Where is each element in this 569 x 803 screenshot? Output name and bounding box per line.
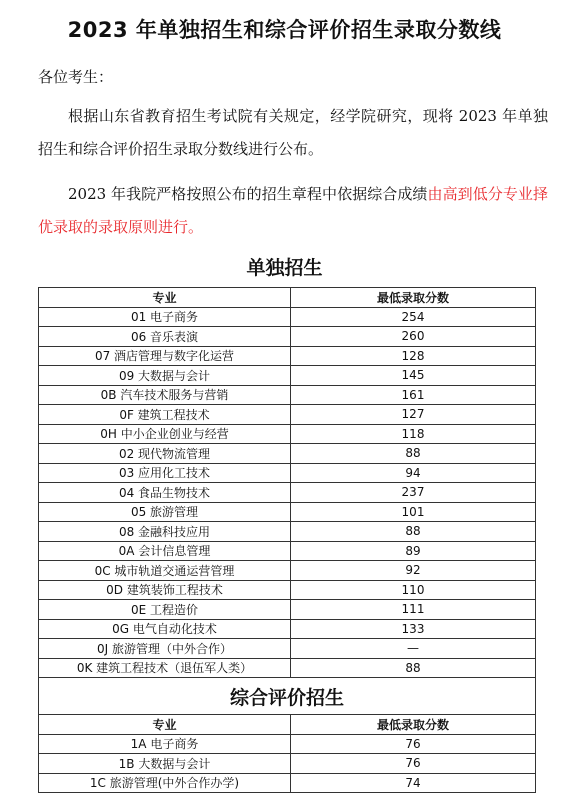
major-cell: 06 音乐表演	[39, 327, 291, 347]
score-table	[38, 287, 536, 793]
header-major: 专业	[39, 715, 291, 735]
header-min-score: 最低录取分数	[291, 715, 536, 735]
single-admission-title: 单独招生	[246, 257, 323, 279]
table-row	[39, 541, 536, 561]
table-row	[39, 773, 536, 793]
score-cell: 88	[291, 522, 536, 542]
table-row	[39, 619, 536, 639]
principle-text: 2023 年我院严格按照公布的招生章程中依据综合成绩	[68, 185, 428, 203]
intro-paragraph: 根据山东省教育招生考试院有关规定，经学院研究，现将 2023 年单独招生和综合评价招生录取分数线进行公布。	[38, 107, 548, 158]
table-row	[39, 483, 536, 503]
table-row	[39, 502, 536, 522]
score-cell: 254	[291, 307, 536, 327]
major-cell: 07 酒店管理与数字化运营	[39, 346, 291, 366]
score-cell: 110	[291, 580, 536, 600]
score-cell: 92	[291, 561, 536, 581]
table-row	[39, 734, 536, 754]
major-cell: 0K 建筑工程技术（退伍军人类）	[39, 658, 291, 678]
page-title: 2023 年单独招生和综合评价招生录取分数线	[67, 18, 502, 42]
major-cell: 0J 旅游管理（中外合作）	[39, 639, 291, 659]
table-row	[39, 639, 536, 659]
major-cell: 0D 建筑装饰工程技术	[39, 580, 291, 600]
score-cell: 94	[291, 463, 536, 483]
comprehensive-header-row	[39, 715, 536, 735]
score-cell: 101	[291, 502, 536, 522]
score-cell: 74	[291, 773, 536, 793]
major-cell: 0A 会计信息管理	[39, 541, 291, 561]
table-row	[39, 385, 536, 405]
table-row	[39, 346, 536, 366]
table-row	[39, 463, 536, 483]
major-cell: 04 食品生物技术	[39, 483, 291, 503]
major-cell: 0C 城市轨道交通运营管理	[39, 561, 291, 581]
major-cell: 1A 电子商务	[39, 734, 291, 754]
score-cell: 88	[291, 444, 536, 464]
major-cell: 0B 汽车技术服务与营销	[39, 385, 291, 405]
score-cell: 237	[291, 483, 536, 503]
major-cell: 0H 中小企业创业与经营	[39, 424, 291, 444]
major-cell: 08 金融科技应用	[39, 522, 291, 542]
table-row	[39, 405, 536, 425]
major-cell: 05 旅游管理	[39, 502, 291, 522]
table-row	[39, 444, 536, 464]
score-cell: 260	[291, 327, 536, 347]
comprehensive-section-row	[39, 678, 536, 715]
table-row	[39, 658, 536, 678]
score-cell: 76	[291, 734, 536, 754]
major-cell: 02 现代物流管理	[39, 444, 291, 464]
table-row	[39, 522, 536, 542]
score-cell: 128	[291, 346, 536, 366]
score-cell: 161	[291, 385, 536, 405]
principle-paragraph	[38, 178, 548, 244]
score-cell: 118	[291, 424, 536, 444]
header-major: 专业	[39, 288, 291, 308]
major-cell: 1B 大数据与会计	[39, 754, 291, 774]
score-cell: 88	[291, 658, 536, 678]
comprehensive-admission-title: 综合评价招生	[39, 678, 536, 715]
major-cell: 0E 工程造价	[39, 600, 291, 620]
score-cell: 145	[291, 366, 536, 386]
table-row	[39, 424, 536, 444]
score-cell: 89	[291, 541, 536, 561]
table-row	[39, 600, 536, 620]
principle-highlight: 由高到低分专业择优录取的录取原则进行。	[38, 185, 548, 236]
single-header-row	[39, 288, 536, 308]
header-min-score: 最低录取分数	[291, 288, 536, 308]
table-row	[39, 327, 536, 347]
major-cell: 03 应用化工技术	[39, 463, 291, 483]
score-cell: 111	[291, 600, 536, 620]
major-cell: 01 电子商务	[39, 307, 291, 327]
table-row	[39, 580, 536, 600]
greeting: 各位考生：	[38, 68, 114, 86]
score-cell: —	[291, 639, 536, 659]
score-cell: 133	[291, 619, 536, 639]
major-cell: 09 大数据与会计	[39, 366, 291, 386]
table-row	[39, 366, 536, 386]
table-row	[39, 307, 536, 327]
table-row	[39, 561, 536, 581]
score-cell: 76	[291, 754, 536, 774]
score-cell: 127	[291, 405, 536, 425]
table-row	[39, 754, 536, 774]
major-cell: 0F 建筑工程技术	[39, 405, 291, 425]
major-cell: 1C 旅游管理(中外合作办学)	[39, 773, 291, 793]
major-cell: 0G 电气自动化技术	[39, 619, 291, 639]
